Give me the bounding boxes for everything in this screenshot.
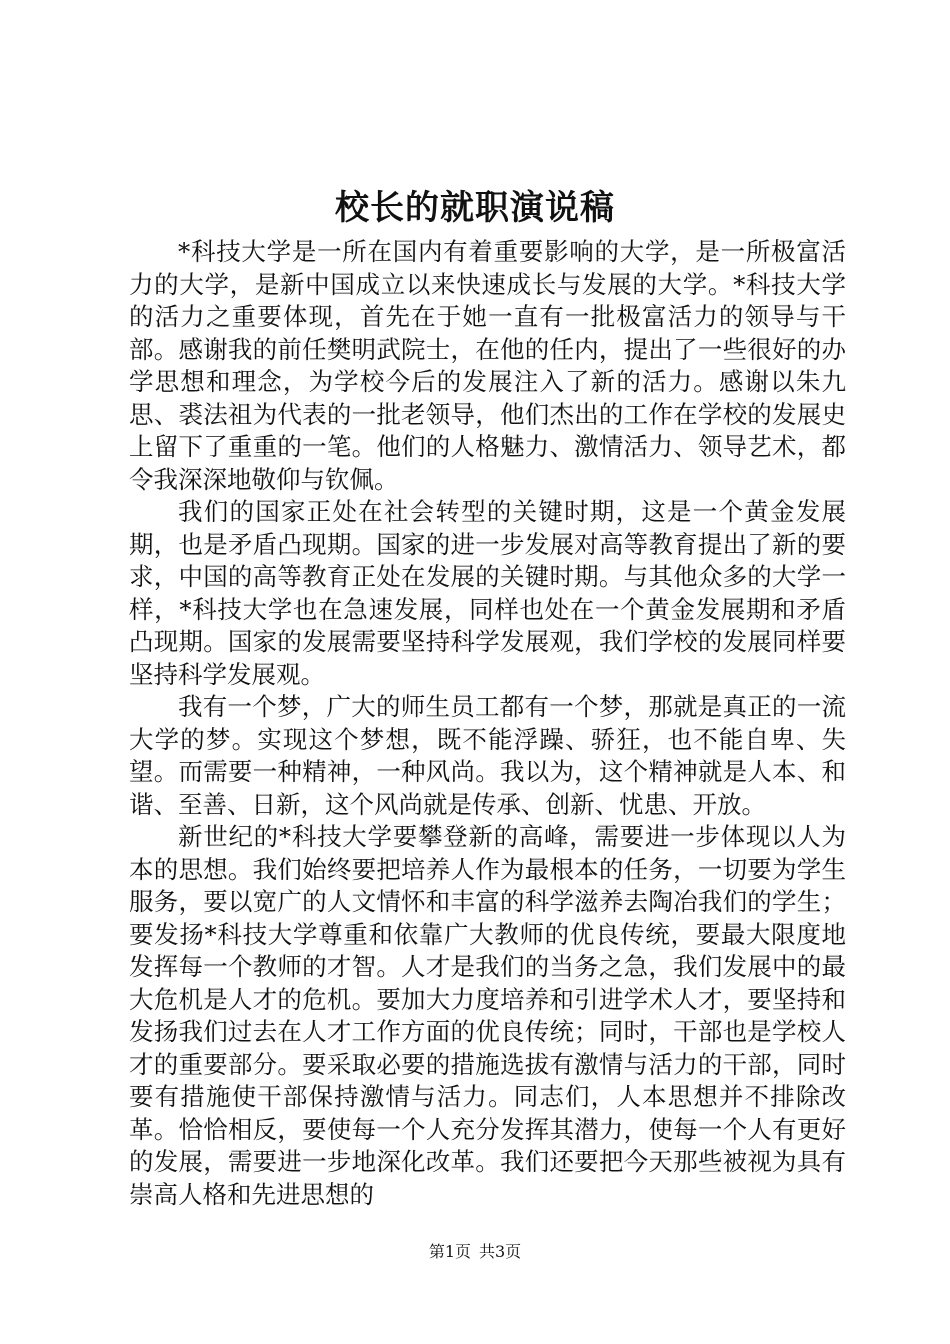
document-title: 校长的就职演说稿 <box>335 188 615 228</box>
document-body <box>129 236 846 1211</box>
page-total: 共3页 <box>479 1242 522 1261</box>
paragraph: 新世纪的*科技大学要攀登新的高峰，需要进一步体现以人为本的思想。我们始终要把培养人作为最根本的任务，一切要为学生服务，要以宽广的人文情怀和丰富的科学滋养去陶冶我们的学生；要发扬*科技大学尊重和依靠广大教师的优良传统，要最大限度地发挥每一个教师的才智。人才是我们的当务之急，我们发展中的最大危机是人才的危机。要加大力度培养和引进学术人才，要坚持和发扬我们过去在人才工作方面的优良传统；同时，干部也是学校人才的重要部分。要采取必要的措施选拔有激情与活力的干部，同时要有措施使干部保持激情与活力。同志们，人本思想并不排除改革。恰恰相反，要使每一个人充分发挥其潜力，使每一个人有更好的发展，需要进一步地深化改革。我们还要把今天那些被视为具有崇高人格和先进思想的 <box>129 822 846 1209</box>
page-number: 第1页 <box>428 1242 471 1261</box>
paragraph: 我有一个梦，广大的师生员工都有一个梦，那就是真正的一流大学的梦。实现这个梦想，既不能浮躁、骄狂，也不能自卑、失望。而需要一种精神，一种风尚。我以为，这个精神就是人本、和谐、至善、日新，这个风尚就是传承、创新、忧患、开放。 <box>129 692 846 819</box>
paragraph: 我们的国家正处在社会转型的关键时期，这是一个黄金发展期，也是矛盾凸现期。国家的进一步发展对高等教育提出了新的要求，中国的高等教育正处在发展的关键时期。与其他众多的大学一样，*科技大学也在急速发展，同样也处在一个黄金发展期和矛盾凸现期。国家的发展需要坚持科学发展观，我们学校的发展同样要坚持科学发展观。 <box>129 497 846 689</box>
page-footer <box>0 1240 950 1264</box>
paragraph: *科技大学是一所在国内有着重要影响的大学，是一所极富活力的大学，是新中国成立以来快速成长与发展的大学。*科技大学的活力之重要体现，首先在于她一直有一批极富活力的领导与干部。感谢我的前任樊明武院士，在他的任内，提出了一些很好的办学思想和理念，为学校今后的发展注入了新的活力。感谢以朱九思、裘法祖为代表的一批老领导，他们杰出的工作在学校的发展史上留下了重重的一笔。他们的人格魅力、激情活力、领导艺术，都令我深深地敬仰与钦佩。 <box>129 237 846 494</box>
